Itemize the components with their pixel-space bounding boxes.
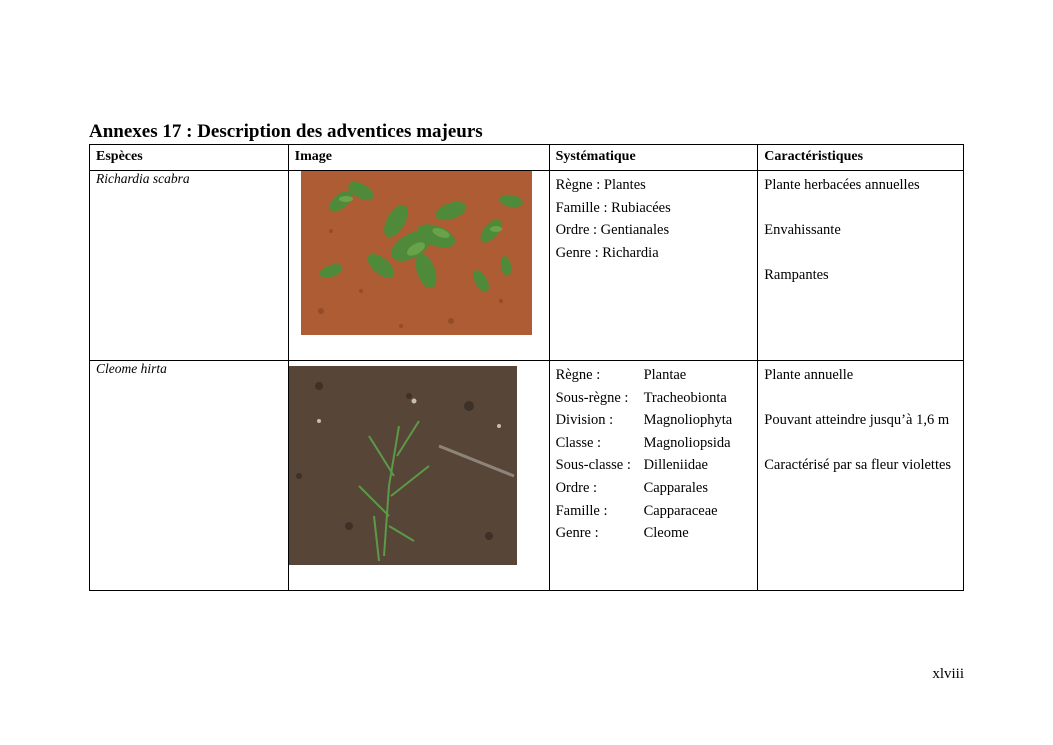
table-row (90, 361, 964, 591)
rank-value: Cleome (643, 525, 689, 542)
caracteristique-item: Pouvant atteindre jusqu’à 1,6 m (764, 412, 950, 429)
rank-value: Tracheobionta (643, 389, 727, 406)
caracteristiques-cell (758, 361, 964, 591)
table-header-row (90, 145, 964, 171)
systematique-line: Règne : Plantes (555, 177, 646, 193)
caracteristiques-cell (758, 171, 964, 361)
species-name: Richardia scabra (90, 171, 289, 361)
systematique-line (556, 409, 752, 432)
caracteristique-item: Plante annuelle (764, 367, 854, 383)
richardia-scabra-photo (301, 171, 532, 335)
page-number: xlviii (932, 666, 964, 682)
rank-label: Ordre : (555, 479, 598, 496)
header-image: Image (288, 145, 549, 171)
systematique-line: Ordre : Gentianales (555, 222, 670, 239)
rank-value: Magnoliopsida (643, 434, 731, 451)
systematique-line (556, 477, 752, 500)
rank-label: Sous-classe : (555, 457, 631, 474)
cleome-hirta-photo (289, 366, 517, 565)
systematique-line: Genre : Richardia (555, 244, 659, 261)
systematique-line (556, 454, 752, 477)
weeds-table (89, 144, 964, 591)
systematique-line (556, 364, 752, 387)
rank-value: Dilleniidae (643, 457, 708, 474)
caracteristique-item: Plante herbacées annuelles (764, 177, 920, 193)
rank-label: Famille : (555, 502, 608, 519)
systematique-cell (549, 361, 758, 591)
systematique-line (556, 522, 752, 545)
header-systematique: Systématique (549, 145, 758, 171)
caracteristique-item: Envahissante (764, 222, 841, 239)
table-row (90, 171, 964, 361)
caracteristique-item: Rampantes (764, 267, 829, 284)
image-cell (288, 361, 549, 591)
rank-label: Division : (555, 412, 614, 429)
rank-value: Capparaceae (643, 502, 718, 519)
rank-label: Sous-règne : (555, 389, 629, 406)
systematique-line (556, 500, 752, 523)
header-especes: Espèces (90, 145, 289, 171)
rank-label: Genre : (555, 525, 599, 542)
rank-value: Plantae (643, 367, 687, 383)
caracteristique-item: Caractérisé par sa fleur violettes (764, 457, 952, 474)
rank-value: Magnoliophyta (643, 412, 733, 429)
page-title: Annexes 17 : Description des adventices majeurs (89, 121, 483, 142)
header-caracteristiques: Caractéristiques (758, 145, 964, 171)
systematique-line (556, 432, 752, 455)
rank-value: Capparales (643, 479, 708, 496)
rank-label: Classe : (555, 434, 602, 451)
image-cell (288, 171, 549, 361)
systematique-line: Famille : Rubiacées (555, 199, 671, 216)
rank-label: Règne : (555, 367, 601, 383)
species-name: Cleome hirta (90, 361, 289, 591)
systematique-line (556, 387, 752, 410)
systematique-cell (549, 171, 758, 361)
